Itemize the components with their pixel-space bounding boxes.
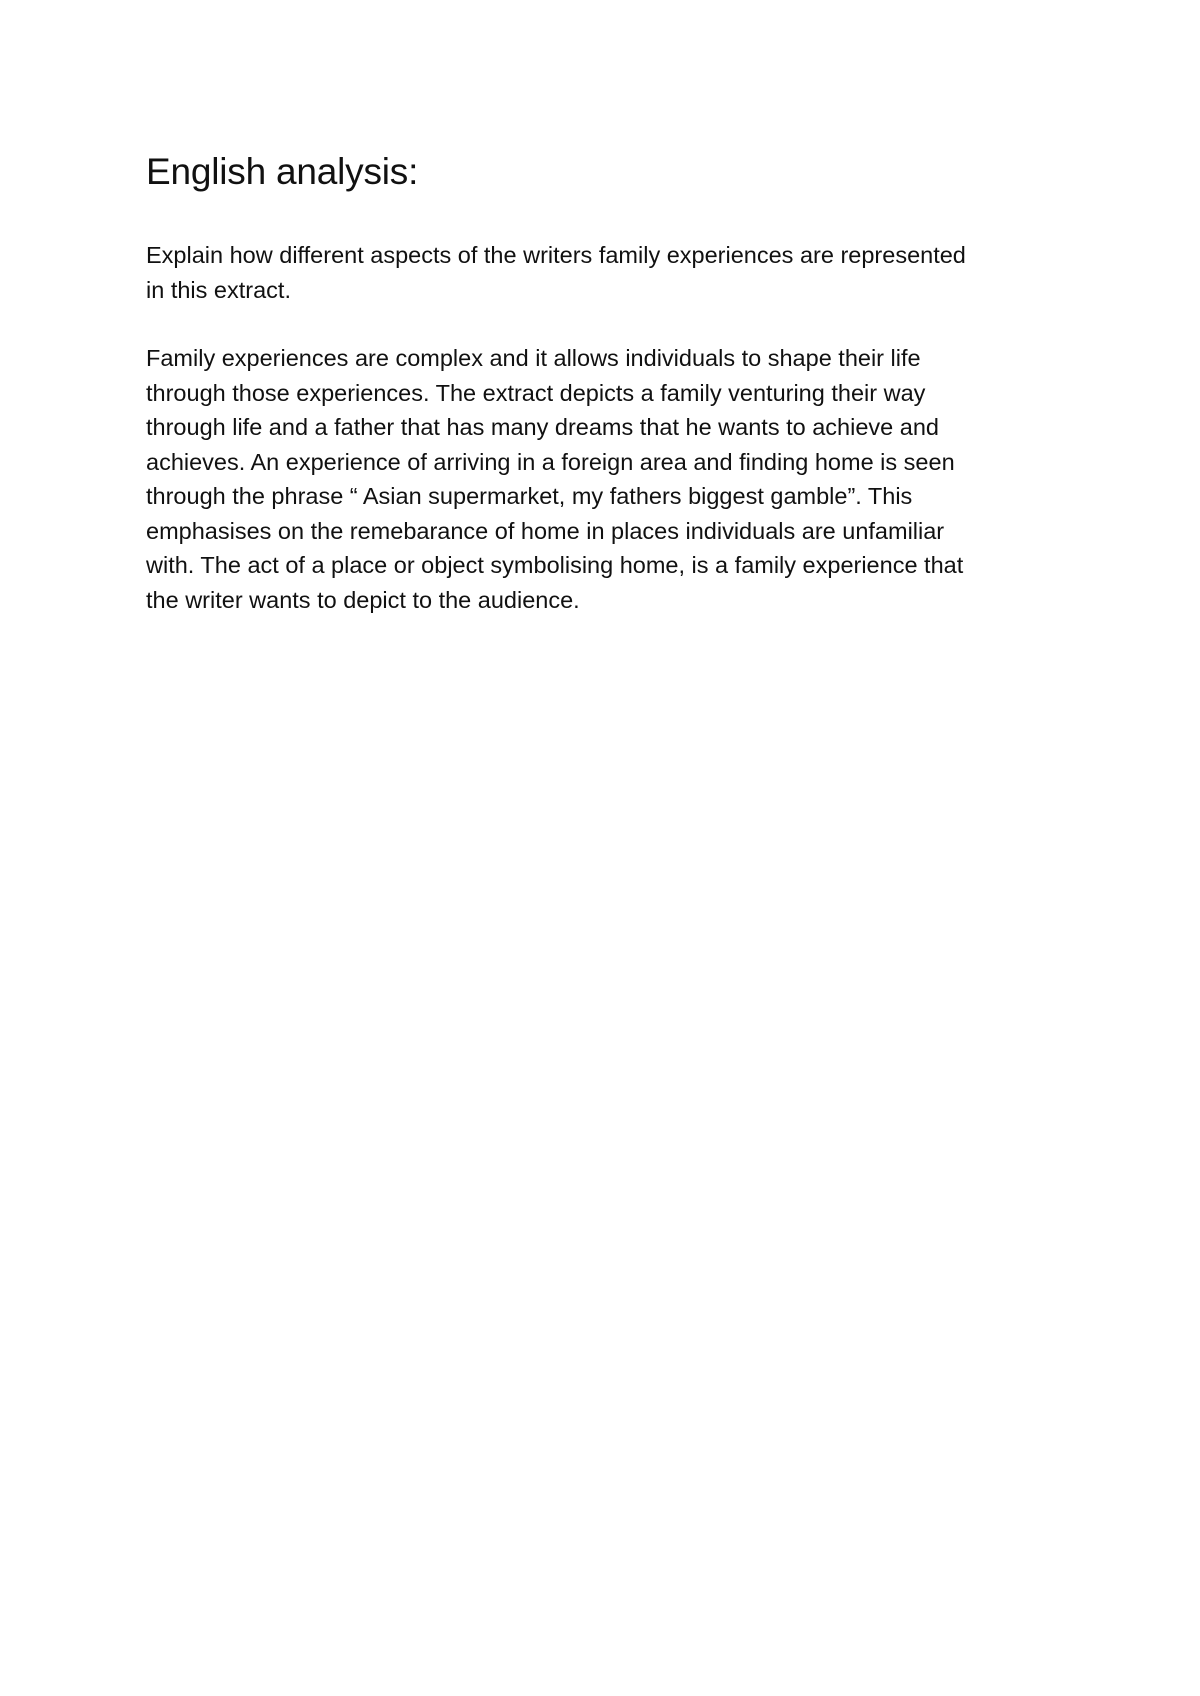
answer-line-7: with. The act of a place or object symbolising home, is a family experience that [146,552,964,578]
document-content [146,150,1076,617]
answer-line-4: achieves. An experience of arriving in a foreign area and finding home is seen [146,448,955,475]
answer-line-3: through life and a father that has many dreams that he wants to achieve and [146,414,939,440]
answer-line-8: the writer wants to depict to the audience. [146,586,580,613]
answer-paragraph [146,341,1076,617]
question-paragraph [146,238,1076,307]
question-line-2: in this extract. [146,276,291,303]
answer-line-6: emphasises on the remebarance of home in places individuals are unfamiliar [146,517,945,544]
document-title: English analysis: [146,151,419,192]
answer-line-2: through those experiences. The extract depicts a family venturing their way [146,379,926,406]
answer-line-5: through the phrase “ Asian supermarket, my fathers biggest gamble”. This [146,483,913,509]
question-line-1: Explain how different aspects of the writers family experiences are represented [146,242,966,268]
answer-line-1: Family experiences are complex and it allows individuals to shape their life [146,345,921,371]
